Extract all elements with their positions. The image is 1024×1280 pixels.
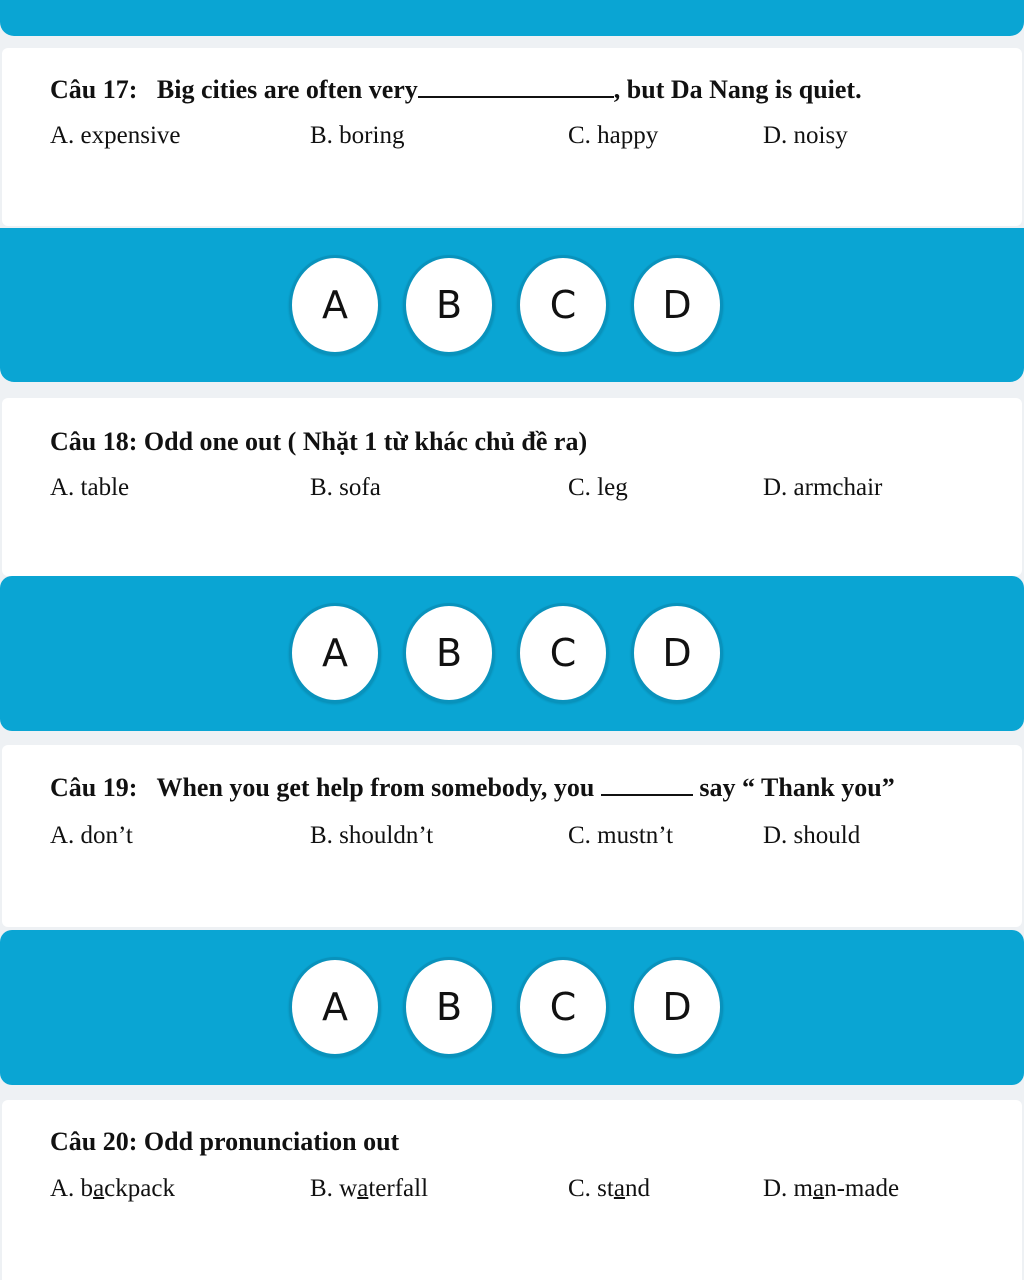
option-b: B. sofa xyxy=(310,474,381,501)
option-d: D. should xyxy=(763,822,861,849)
question-label: Câu 19: xyxy=(50,773,138,802)
question-prompt-end: , but Da Nang is quiet. xyxy=(613,75,862,104)
question-prompt: When you get help from somebody, you xyxy=(156,773,595,802)
question-card-19 xyxy=(2,745,1022,927)
option-d: D. armchair xyxy=(763,474,883,501)
answer-button-a[interactable]: A xyxy=(289,255,381,355)
underlined-letter: a xyxy=(813,1175,825,1202)
answer-button-b[interactable]: B xyxy=(403,957,495,1057)
question-label: Câu 17: xyxy=(50,75,138,104)
question-label: Câu 20: xyxy=(50,1127,138,1156)
answer-button-c[interactable]: C xyxy=(517,957,609,1057)
question-prompt: Odd pronunciation out xyxy=(143,1127,400,1156)
answer-button-a[interactable]: A xyxy=(289,603,381,703)
answer-panel-19 xyxy=(0,930,1024,1085)
option-b: B. waterfall xyxy=(310,1175,429,1202)
answer-panel-top xyxy=(0,0,1024,36)
answer-button-d[interactable]: D xyxy=(631,255,723,355)
underlined-letter: a xyxy=(357,1175,369,1202)
answer-panel-18 xyxy=(0,576,1024,731)
option-c: C. stand xyxy=(568,1175,650,1202)
option-d: D. man-made xyxy=(763,1175,900,1202)
question-label: Câu 18: xyxy=(50,427,138,456)
answer-button-d[interactable]: D xyxy=(631,603,723,703)
option-a: A. table xyxy=(50,474,130,501)
question-card-20 xyxy=(2,1100,1022,1280)
option-a: A. backpack xyxy=(50,1175,175,1202)
answer-blank xyxy=(418,78,614,98)
answer-button-d[interactable]: D xyxy=(631,957,723,1057)
underlined-letter: a xyxy=(613,1175,625,1202)
answer-button-b[interactable]: B xyxy=(403,255,495,355)
answer-panel-17 xyxy=(0,228,1024,382)
answer-button-c[interactable]: C xyxy=(517,603,609,703)
option-a: A. don’t xyxy=(50,822,133,849)
question-text xyxy=(50,1127,399,1157)
question-prompt: Odd one out ( Nhặt 1 từ khác chủ đề ra) xyxy=(143,427,588,456)
question-card-17 xyxy=(2,48,1022,226)
option-b: B. boring xyxy=(310,122,405,149)
question-prompt: Big cities are often very xyxy=(156,75,418,104)
question-card-18 xyxy=(2,398,1022,576)
question-text xyxy=(50,427,587,457)
option-b: B. shouldn’t xyxy=(310,822,434,849)
answer-button-b[interactable]: B xyxy=(403,603,495,703)
answer-button-c[interactable]: C xyxy=(517,255,609,355)
option-c: C. leg xyxy=(568,474,628,501)
option-c: C. mustn’t xyxy=(568,822,674,849)
question-text xyxy=(50,773,895,803)
option-c: C. happy xyxy=(568,122,659,149)
underlined-letter: a xyxy=(93,1175,105,1202)
option-a: A. expensive xyxy=(50,122,181,149)
option-d: D. noisy xyxy=(763,122,848,149)
question-text xyxy=(50,75,862,105)
answer-button-a[interactable]: A xyxy=(289,957,381,1057)
answer-blank xyxy=(601,776,693,796)
question-prompt-end: say “ Thank you” xyxy=(699,773,895,802)
